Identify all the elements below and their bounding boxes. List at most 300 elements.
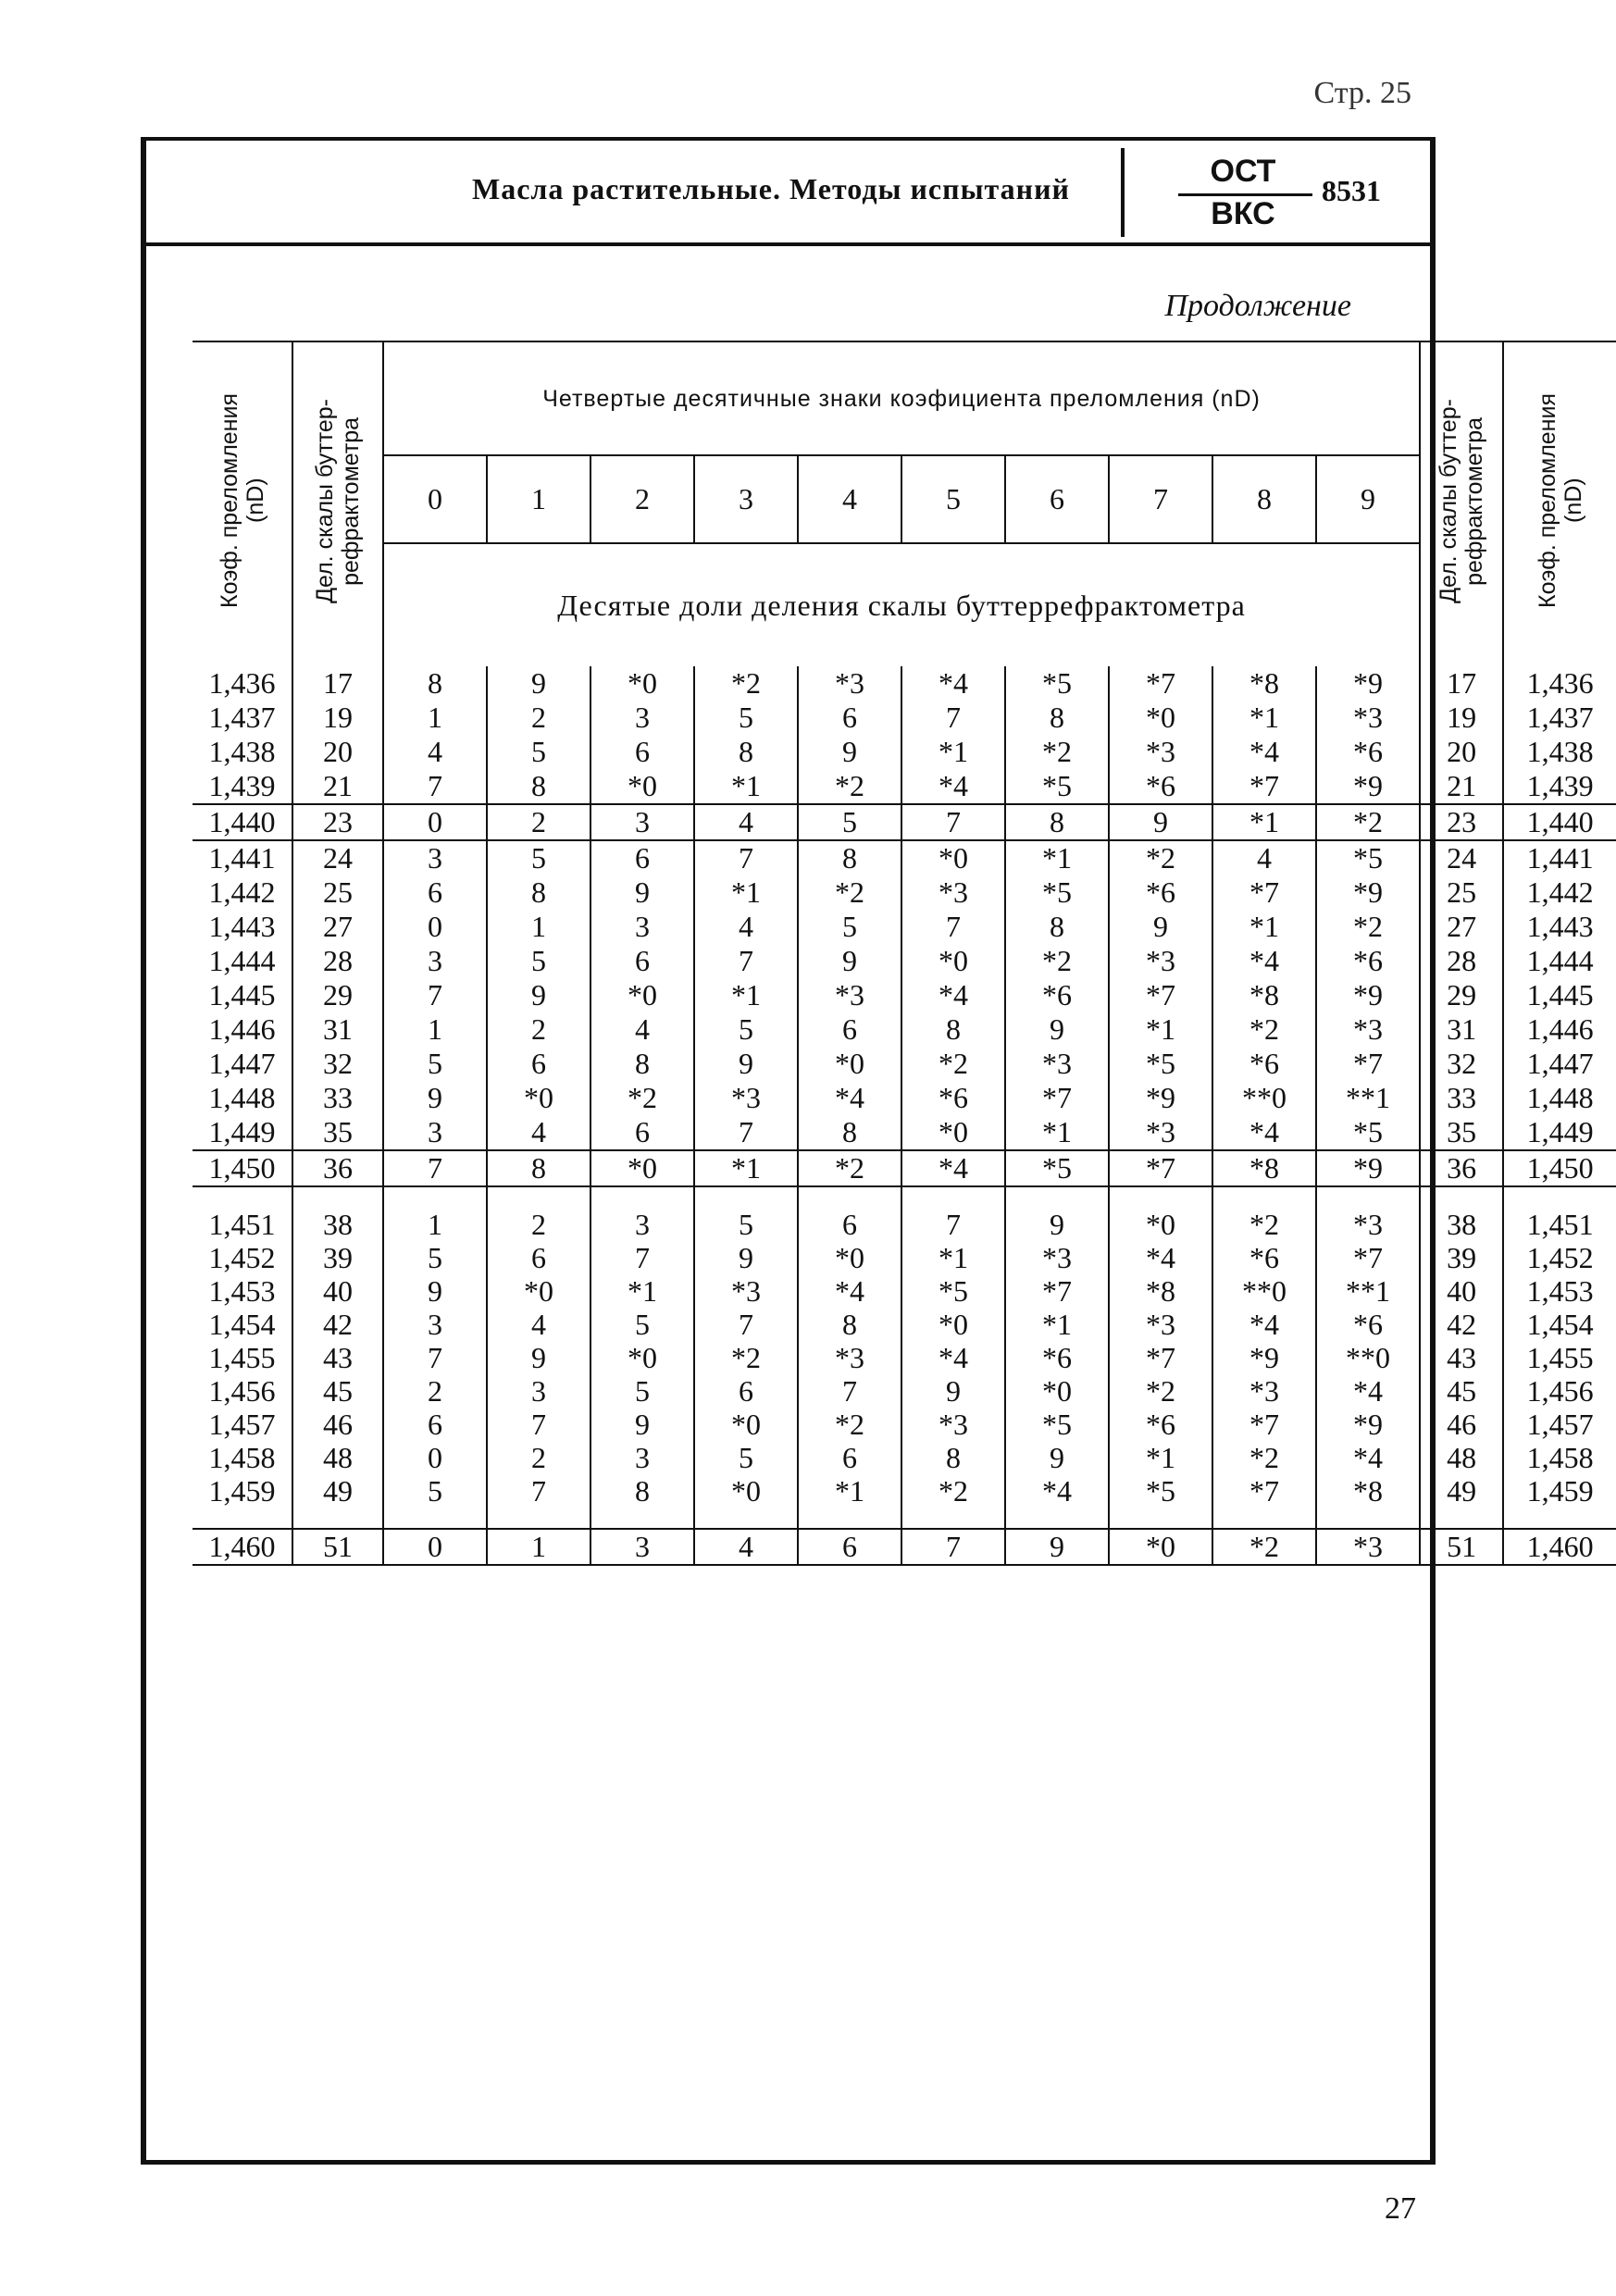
digit-cell-2: 5 (590, 1374, 694, 1408)
header-top-heading (383, 341, 1420, 455)
header-scale-right (1420, 341, 1503, 666)
continuation-label: Продолжение (1164, 289, 1351, 323)
index-right-cell: 1,454 (1503, 1308, 1616, 1341)
digit-cell-4: *1 (798, 1474, 901, 1529)
digit-cell-8: *2 (1212, 1441, 1316, 1474)
table-row (193, 1408, 1616, 1441)
digit-cell-2: 3 (590, 1530, 694, 1565)
index-left-cell: 1,438 (208, 735, 276, 768)
digit-cell-3: *2 (694, 666, 798, 701)
table-row (193, 1151, 1616, 1186)
table-row (193, 875, 1616, 910)
digit-cell-2: 6 (590, 841, 694, 875)
digit-cell-6: *4 (1005, 1474, 1109, 1529)
index-left-cell: 1,446 (208, 1012, 276, 1046)
digit-cell-5: *4 (901, 769, 1005, 804)
index-left-cell: 1,439 (208, 769, 276, 802)
scale-right-cell: 24 (1420, 841, 1503, 875)
index-right-cell: 1,442 (1503, 875, 1616, 910)
scale-right-cell: 28 (1420, 944, 1503, 978)
digit-cell-4: 9 (798, 735, 901, 769)
scale-right-cell: 35 (1420, 1115, 1503, 1150)
digit-cell-3: *1 (694, 769, 798, 804)
header-index-right-text: Коэф. преломления (nD) (1534, 393, 1586, 608)
digit-cell-0: 1 (383, 1012, 487, 1047)
digit-cell-5: *0 (901, 1115, 1005, 1150)
digit-cell-3: 4 (694, 910, 798, 944)
digit-cell-9: *7 (1316, 1047, 1420, 1081)
index-right-cell: 1,456 (1503, 1374, 1616, 1408)
digit-cell-6: *5 (1005, 769, 1109, 804)
index-right-cell: 1,449 (1503, 1115, 1616, 1150)
digit-cell-3: *3 (694, 1274, 798, 1308)
digit-cell-7: *5 (1109, 1047, 1212, 1081)
index-right-cell: 1,443 (1503, 910, 1616, 944)
table-row (193, 735, 1616, 769)
scale-left-cell: 24 (292, 841, 383, 875)
digit-cell-2: 5 (590, 1308, 694, 1341)
digit-cell-3: 5 (694, 701, 798, 735)
digit-cell-1: 1 (487, 1530, 590, 1565)
digit-cell-1: 7 (487, 1474, 590, 1529)
digit-cell-2: 6 (590, 944, 694, 978)
digit-cell-0: 3 (383, 841, 487, 875)
scale-left-cell: 17 (292, 666, 383, 701)
table-row (193, 701, 1616, 735)
digit-cell-2: *0 (590, 1151, 694, 1186)
table-row (193, 1047, 1616, 1081)
digit-cell-1: 2 (487, 1187, 590, 1241)
digit-cell-8: *8 (1212, 978, 1316, 1012)
digit-cell-2: 3 (590, 1441, 694, 1474)
digit-cell-7: *1 (1109, 1012, 1212, 1047)
scale-right-cell: 39 (1420, 1241, 1503, 1274)
header-scale-left (292, 341, 383, 666)
scale-right-cell: 36 (1420, 1151, 1503, 1186)
digit-cell-3: 5 (694, 1441, 798, 1474)
digit-header-7: 7 (1109, 455, 1212, 543)
scale-left-cell: 38 (292, 1187, 383, 1241)
digit-cell-8: *8 (1212, 666, 1316, 701)
digit-cell-9: *6 (1316, 735, 1420, 769)
digit-cell-0: 0 (383, 1441, 487, 1474)
digit-cell-6: *5 (1005, 666, 1109, 701)
index-left-cell: 1,459 (208, 1474, 276, 1508)
index-right-cell: 1,458 (1503, 1441, 1616, 1474)
scale-left-cell: 28 (292, 944, 383, 978)
index-right-cell: 1,440 (1503, 805, 1616, 840)
table-row (193, 1187, 1616, 1241)
digit-cell-2: 3 (590, 701, 694, 735)
digit-cell-9: *4 (1316, 1441, 1420, 1474)
scale-left-cell: 49 (292, 1474, 383, 1529)
digit-cell-4: 6 (798, 1530, 901, 1565)
digit-cell-1: 1 (487, 910, 590, 944)
digit-cell-0: 7 (383, 1151, 487, 1186)
digit-cell-5: 7 (901, 1187, 1005, 1241)
digit-cell-6: 8 (1005, 910, 1109, 944)
digit-cell-4: 8 (798, 1115, 901, 1150)
digit-cell-6: 9 (1005, 1441, 1109, 1474)
index-left-cell: 1,442 (208, 875, 276, 909)
digit-cell-3: 5 (694, 1187, 798, 1241)
scale-left-cell: 27 (292, 910, 383, 944)
index-right-cell: 1,446 (1503, 1012, 1616, 1047)
scale-right-cell: 23 (1420, 805, 1503, 840)
index-right-cell: 1,448 (1503, 1081, 1616, 1115)
digit-cell-8: **0 (1212, 1081, 1316, 1115)
digit-header-3: 3 (694, 455, 798, 543)
digit-cell-9: *9 (1316, 978, 1420, 1012)
digit-cell-5: 8 (901, 1012, 1005, 1047)
scale-right-cell: 49 (1420, 1474, 1503, 1529)
digit-cell-2: 6 (590, 1115, 694, 1150)
digit-cell-9: *9 (1316, 875, 1420, 910)
scale-right-cell: 48 (1420, 1441, 1503, 1474)
digit-cell-2: *0 (590, 978, 694, 1012)
scale-right-cell: 27 (1420, 910, 1503, 944)
top-heading-text: Четвертые десятичные знаки коэфициента преломления (nD) (542, 385, 1261, 412)
digit-cell-7: *7 (1109, 666, 1212, 701)
digit-cell-5: *0 (901, 944, 1005, 978)
index-left-cell: 1,449 (208, 1115, 276, 1148)
digit-cell-4: 6 (798, 1441, 901, 1474)
digit-cell-1: 2 (487, 1441, 590, 1474)
digit-cell-8: *1 (1212, 910, 1316, 944)
digit-cell-8: *8 (1212, 1151, 1316, 1186)
digit-cell-0: 7 (383, 978, 487, 1012)
header-scale-left-text: Дел. скалы буттер- рефрактометра (312, 398, 364, 603)
digit-cell-1: 9 (487, 1341, 590, 1374)
digit-cell-3: 7 (694, 1115, 798, 1150)
digit-cell-8: *7 (1212, 769, 1316, 804)
digit-cell-4: *4 (798, 1274, 901, 1308)
digit-header-8: 8 (1212, 455, 1316, 543)
scale-left-cell: 35 (292, 1115, 383, 1150)
digit-cell-4: *3 (798, 666, 901, 701)
digit-cell-2: 9 (590, 1408, 694, 1441)
digit-cell-5: *4 (901, 978, 1005, 1012)
scale-left-cell: 51 (292, 1530, 383, 1565)
scale-left-cell: 23 (292, 805, 383, 840)
digit-cell-9: **1 (1316, 1274, 1420, 1308)
digit-cell-8: *1 (1212, 805, 1316, 840)
digit-cell-1: 8 (487, 1151, 590, 1186)
digit-cell-3: 4 (694, 805, 798, 840)
table-row (193, 944, 1616, 978)
digit-cell-1: 2 (487, 1012, 590, 1047)
digit-cell-4: *3 (798, 978, 901, 1012)
digit-cell-6: *3 (1005, 1047, 1109, 1081)
digit-cell-3: 7 (694, 1308, 798, 1341)
digit-cell-7: *7 (1109, 1341, 1212, 1374)
scale-right-cell: 19 (1420, 701, 1503, 735)
document-title: Масла растительные. Методы испытаний (472, 172, 1070, 205)
index-right-cell: 1,447 (1503, 1047, 1616, 1081)
digit-cell-7: *2 (1109, 1374, 1212, 1408)
index-left-cell: 1,452 (208, 1241, 276, 1274)
index-left-cell: 1,451 (208, 1208, 276, 1241)
standard-code-top: ОСТ (1210, 154, 1276, 189)
digit-cell-5: 8 (901, 1441, 1005, 1474)
digit-cell-0: 6 (383, 875, 487, 910)
digit-cell-1: 8 (487, 769, 590, 804)
scale-right-cell: 46 (1420, 1408, 1503, 1441)
digit-cell-6: *7 (1005, 1274, 1109, 1308)
digit-cell-9: *8 (1316, 1474, 1420, 1529)
table-row (193, 1115, 1616, 1150)
digit-cell-6: *1 (1005, 841, 1109, 875)
scale-right-cell: 32 (1420, 1047, 1503, 1081)
scale-left-cell: 31 (292, 1012, 383, 1047)
digit-cell-2: 8 (590, 1047, 694, 1081)
table-row (193, 1341, 1616, 1374)
digit-cell-1: 6 (487, 1047, 590, 1081)
digit-cell-0: 3 (383, 1308, 487, 1341)
page-number: 27 (1385, 2191, 1416, 2226)
digit-cell-0: 9 (383, 1081, 487, 1115)
digit-cell-4: 6 (798, 1012, 901, 1047)
document-header (146, 141, 1430, 242)
table-row (193, 1274, 1616, 1308)
digit-cell-7: *4 (1109, 1241, 1212, 1274)
digit-cell-2: 4 (590, 1012, 694, 1047)
digit-cell-3: 8 (694, 735, 798, 769)
index-right-cell: 1,445 (1503, 978, 1616, 1012)
digit-cell-9: *5 (1316, 841, 1420, 875)
standard-code-bottom: ВКС (1211, 196, 1275, 231)
index-left-cell: 1,456 (208, 1374, 276, 1408)
digit-cell-0: 5 (383, 1241, 487, 1274)
digit-cell-4: *4 (798, 1081, 901, 1115)
index-left-cell: 1,448 (208, 1081, 276, 1114)
digit-cell-5: *0 (901, 841, 1005, 875)
index-left-cell: 1,437 (208, 701, 276, 734)
digit-cell-9: *9 (1316, 769, 1420, 804)
standard-number: 8531 (1322, 174, 1381, 207)
digit-cell-8: *7 (1212, 1408, 1316, 1441)
index-right-cell: 1,439 (1503, 769, 1616, 804)
digit-cell-9: *7 (1316, 1241, 1420, 1274)
digit-cell-4: 6 (798, 701, 901, 735)
scale-left-cell: 42 (292, 1308, 383, 1341)
digit-cell-9: *9 (1316, 666, 1420, 701)
table-row (193, 1241, 1616, 1274)
digit-cell-8: *4 (1212, 1115, 1316, 1150)
digit-cell-8: *6 (1212, 1047, 1316, 1081)
scale-right-cell: 43 (1420, 1341, 1503, 1374)
digit-cell-0: 9 (383, 1274, 487, 1308)
scale-left-cell: 40 (292, 1274, 383, 1308)
digit-cell-6: *6 (1005, 978, 1109, 1012)
scale-left-cell: 20 (292, 735, 383, 769)
digit-cell-0: 7 (383, 1341, 487, 1374)
digit-cell-9: *3 (1316, 1187, 1420, 1241)
index-left-cell: 1,458 (208, 1441, 276, 1474)
index-left-cell: 1,447 (208, 1047, 276, 1080)
digit-cell-5: *0 (901, 1308, 1005, 1341)
index-left-cell: 1,450 (208, 1151, 276, 1185)
digit-cell-6: *5 (1005, 1151, 1109, 1186)
digit-cell-0: 2 (383, 1374, 487, 1408)
digit-cell-0: 0 (383, 910, 487, 944)
digit-cell-4: 6 (798, 1187, 901, 1241)
bottom-heading-text: Десятые доли деления скалы буттеррефрактометра (557, 588, 1246, 622)
index-left-cell: 1,440 (208, 805, 276, 838)
digit-cell-4: *2 (798, 769, 901, 804)
digit-cell-7: 9 (1109, 910, 1212, 944)
digit-cell-5: *1 (901, 735, 1005, 769)
frame-bottom-border (141, 2160, 1436, 2165)
digit-cell-0: 0 (383, 805, 487, 840)
digit-cell-1: 2 (487, 701, 590, 735)
index-right-cell: 1,460 (1503, 1530, 1616, 1565)
digit-cell-0: 1 (383, 1187, 487, 1241)
digit-header-0: 0 (383, 455, 487, 543)
digit-cell-7: *0 (1109, 1187, 1212, 1241)
index-left-cell: 1,460 (208, 1530, 276, 1563)
digit-cell-6: *6 (1005, 1341, 1109, 1374)
digit-cell-4: *3 (798, 1341, 901, 1374)
index-right-cell: 1,438 (1503, 735, 1616, 769)
digit-header-5: 5 (901, 455, 1005, 543)
digit-cell-9: *3 (1316, 701, 1420, 735)
digit-cell-4: 5 (798, 910, 901, 944)
table-bottom-rule (193, 1565, 1616, 1566)
table-row (193, 805, 1616, 840)
digit-cell-1: *0 (487, 1081, 590, 1115)
digit-cell-3: *0 (694, 1474, 798, 1529)
digit-cell-7: *9 (1109, 1081, 1212, 1115)
digit-cell-0: 5 (383, 1047, 487, 1081)
digit-cell-6: *2 (1005, 944, 1109, 978)
digit-cell-3: *1 (694, 978, 798, 1012)
digit-cell-8: *7 (1212, 1474, 1316, 1529)
digit-cell-9: **0 (1316, 1341, 1420, 1374)
digit-cell-0: 7 (383, 769, 487, 804)
digit-cell-2: *1 (590, 1274, 694, 1308)
digit-cell-6: *1 (1005, 1115, 1109, 1150)
digit-cell-3: 9 (694, 1241, 798, 1274)
digit-cell-9: *2 (1316, 910, 1420, 944)
digit-cell-5: 7 (901, 805, 1005, 840)
digit-cell-6: 8 (1005, 701, 1109, 735)
header-index-left-text: Коэф. преломления (nD) (216, 393, 268, 608)
header-rule (146, 242, 1430, 246)
table-bottom-rule-line (193, 1565, 1616, 1566)
digit-cell-1: 4 (487, 1308, 590, 1341)
digit-cell-7: *7 (1109, 1151, 1212, 1186)
digit-cell-7: *6 (1109, 875, 1212, 910)
digit-cell-8: *4 (1212, 944, 1316, 978)
digit-cell-2: *2 (590, 1081, 694, 1115)
digit-cell-9: *2 (1316, 805, 1420, 840)
index-right-cell: 1,444 (1503, 944, 1616, 978)
digit-cell-9: **1 (1316, 1081, 1420, 1115)
index-right-cell: 1,452 (1503, 1241, 1616, 1274)
digit-cell-5: *3 (901, 875, 1005, 910)
digit-cell-6: *0 (1005, 1374, 1109, 1408)
digit-cell-1: 3 (487, 1374, 590, 1408)
digit-cell-8: *4 (1212, 1308, 1316, 1341)
digit-cell-2: 3 (590, 910, 694, 944)
digit-cell-0: 6 (383, 1408, 487, 1441)
table-row (193, 1530, 1616, 1565)
digit-cell-4: 8 (798, 1308, 901, 1341)
index-left-cell: 1,441 (208, 841, 276, 875)
digit-cell-8: *6 (1212, 1241, 1316, 1274)
index-left-cell: 1,455 (208, 1341, 276, 1374)
digit-cell-2: 7 (590, 1241, 694, 1274)
digit-cell-3: 7 (694, 841, 798, 875)
digit-cell-8: 4 (1212, 841, 1316, 875)
digit-cell-9: *9 (1316, 1408, 1420, 1441)
scale-left-cell: 29 (292, 978, 383, 1012)
digit-cell-0: 3 (383, 1115, 487, 1150)
digit-cell-5: 7 (901, 910, 1005, 944)
digit-cell-7: *2 (1109, 841, 1212, 875)
digit-cell-7: *3 (1109, 944, 1212, 978)
table-body (193, 666, 1616, 1566)
digit-cell-5: *3 (901, 1408, 1005, 1441)
digit-cell-5: 7 (901, 701, 1005, 735)
scale-right-cell: 31 (1420, 1012, 1503, 1047)
index-left-cell: 1,443 (208, 910, 276, 943)
digit-header-2: 2 (590, 455, 694, 543)
index-right-cell: 1,451 (1503, 1187, 1616, 1241)
index-right-cell: 1,436 (1503, 666, 1616, 701)
digit-cell-3: *0 (694, 1408, 798, 1441)
digit-cell-7: *8 (1109, 1274, 1212, 1308)
digit-cell-6: *2 (1005, 735, 1109, 769)
digit-cell-3: 4 (694, 1530, 798, 1565)
scale-left-cell: 36 (292, 1151, 383, 1186)
digit-cell-8: *1 (1212, 701, 1316, 735)
frame-left-border (141, 137, 146, 2164)
digit-cell-0: 0 (383, 1530, 487, 1565)
scale-left-cell: 25 (292, 875, 383, 910)
digit-cell-4: *2 (798, 875, 901, 910)
digit-cell-1: 9 (487, 978, 590, 1012)
digit-cell-7: *7 (1109, 978, 1212, 1012)
digit-cell-7: *3 (1109, 1115, 1212, 1150)
header-bottom-heading (383, 543, 1420, 666)
digit-cell-6: *3 (1005, 1241, 1109, 1274)
page-label: Стр. 25 (1313, 76, 1411, 110)
digit-cell-8: **0 (1212, 1274, 1316, 1308)
digit-cell-3: *3 (694, 1081, 798, 1115)
digit-cell-0: 8 (383, 666, 487, 701)
digit-cell-4: 8 (798, 841, 901, 875)
scale-left-cell: 48 (292, 1441, 383, 1474)
index-left-cell: 1,453 (208, 1274, 276, 1308)
scale-left-cell: 33 (292, 1081, 383, 1115)
index-left-cell: 1,454 (208, 1308, 276, 1341)
digit-cell-7: *6 (1109, 769, 1212, 804)
scale-left-cell: 43 (292, 1341, 383, 1374)
index-left-cell: 1,457 (208, 1408, 276, 1441)
table-row (193, 1012, 1616, 1047)
scale-right-cell: 38 (1420, 1187, 1503, 1241)
digit-cell-4: 9 (798, 944, 901, 978)
digit-cell-2: *0 (590, 1341, 694, 1374)
scale-left-cell: 46 (292, 1408, 383, 1441)
scale-left-cell: 19 (292, 701, 383, 735)
digit-cell-5: *4 (901, 666, 1005, 701)
scale-right-cell: 42 (1420, 1308, 1503, 1341)
digit-cell-5: *6 (901, 1081, 1005, 1115)
digit-cell-4: *2 (798, 1151, 901, 1186)
